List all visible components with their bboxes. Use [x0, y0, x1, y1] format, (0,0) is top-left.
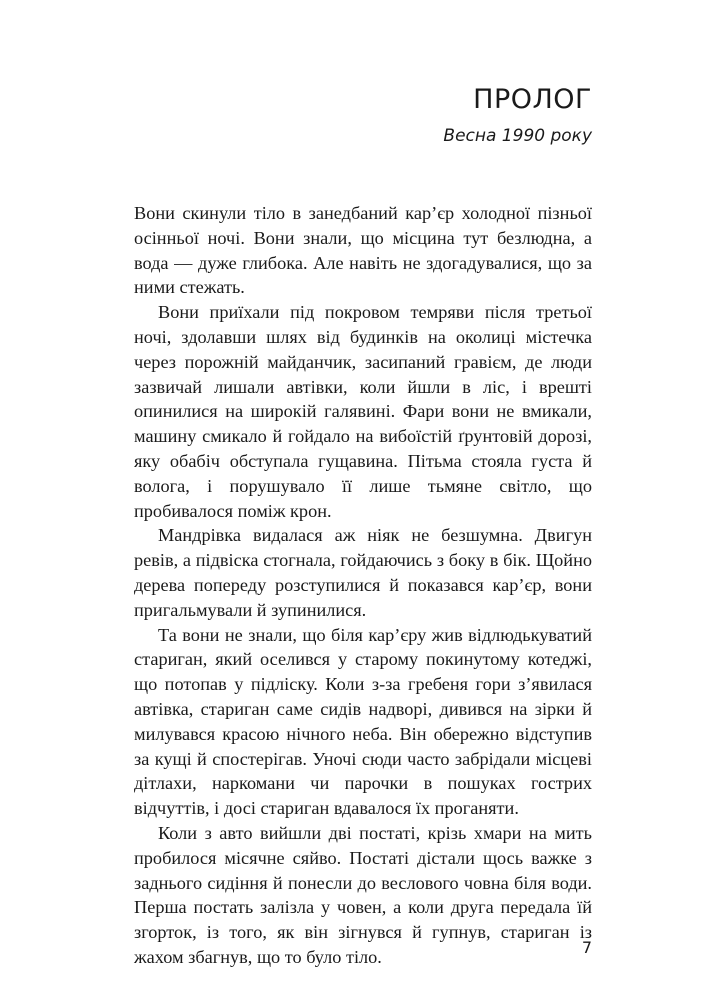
- paragraph: Мандрівка видалася аж ніяк не безшумна. Двигун ревів, а підвіска стогнала, гойдаючись з боку в бік. Щойно дерева попереду розступилися й показався кар’єр, вони пригальмували й зупинилися.: [134, 525, 592, 620]
- chapter-subtitle: Весна 1990 року: [443, 126, 592, 146]
- page-number: 7: [581, 938, 592, 957]
- chapter-title: ПРОЛОГ: [473, 84, 592, 115]
- paragraph: Та вони не знали, що біля кар’єру жив відлюдькуватий стариган, який оселився у старому покинутому котеджі, що потопав у підліску. Коли з-за гребеня гори з’явилася автівка, стариган саме сидів надворі, дивився на зірки й милувався красою нічного неба. Він обережно відступив за кущі й спостерігав. Уночі сюди часто забрідали місцеві дітлахи, наркомани чи парочки в пошуках гострих відчуттів, і досі стариган вдавалося їх проганяти.: [134, 624, 592, 819]
- body-text: [134, 201, 592, 970]
- paragraph: Коли з авто вийшли дві постаті, крізь хмари на мить пробилося місячне сяйво. Постаті дістали щось важке з заднього сидіння й понесли до веслового човна біля води. Перша постать залізла у човен, а коли друга передала їй згорток, із того, як він зігнувся й гупнув, стариган із жахом збагнув, що то було тіло.: [134, 822, 592, 967]
- paragraph: Вони скинули тіло в занедбаний кар’єр холодної пізньої осінньої ночі. Вони знали, що місцина тут безлюдна, а вода — дуже глибока. Але навіть не здогадувалися, що за ними стежать.: [134, 203, 592, 298]
- paragraph: Вони приїхали під покровом темряви після третьої ночі, здолавши шлях від будинків на околиці містечка через порожній майданчик, засипаний гравієм, де люди зазвичай лишали автівки, коли йшли в ліс, і врешті опинилися на широкій галявині. Фари вони не вмикали, машину смикало й гойдало на вибоїстій ґрунтовій дорозі, яку обабіч обступала гущавина. Пітьма стояла густа й волога, і порушувало її лише тьмяне світло, що пробивалося поміж крон.: [134, 302, 592, 521]
